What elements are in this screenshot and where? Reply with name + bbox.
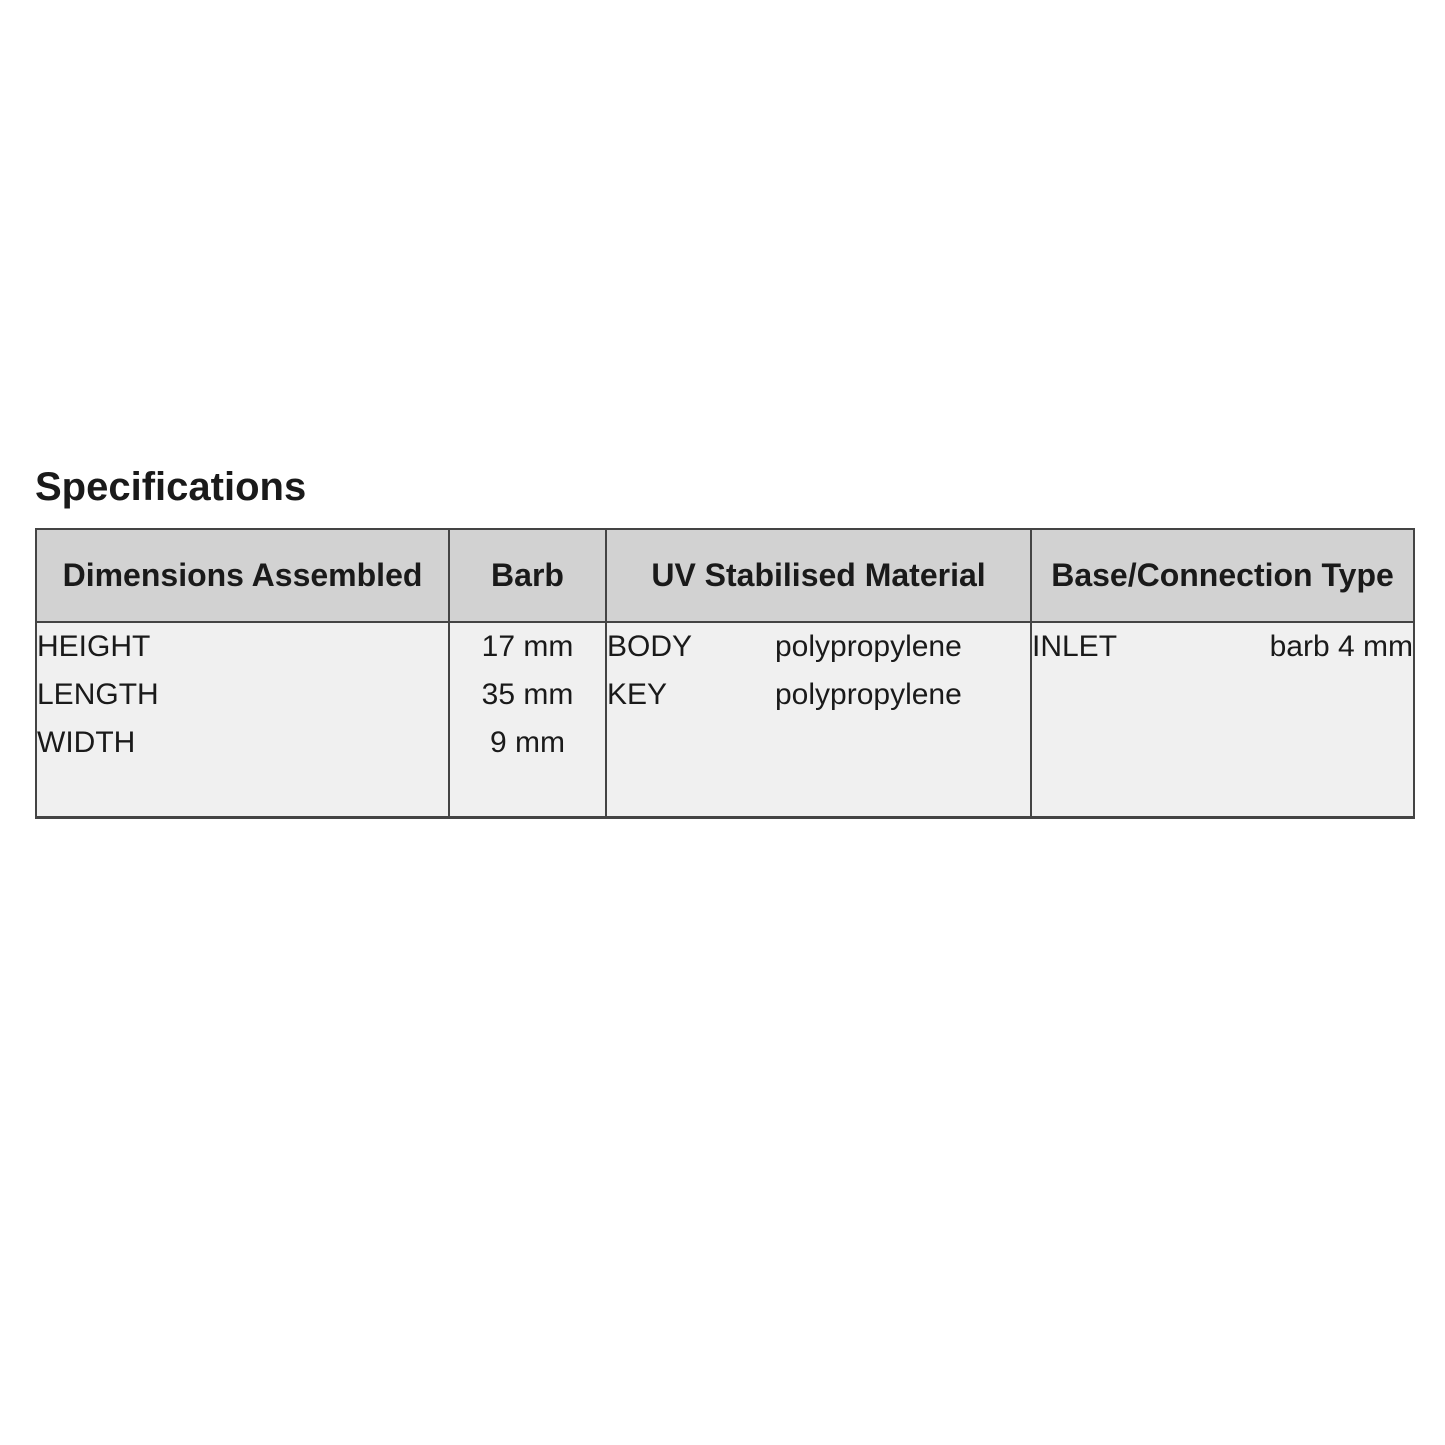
- dimension-label-height: HEIGHT: [37, 630, 151, 663]
- body-row: [36, 622, 1414, 817]
- header-row: [36, 529, 1414, 622]
- page-title: Specifications: [35, 465, 307, 509]
- connection-label-inlet: INLET: [1032, 630, 1118, 663]
- cell-dimension-labels: [36, 622, 449, 817]
- cell-connection-values: [1031, 622, 1414, 817]
- col-header-barb: Barb: [449, 529, 606, 622]
- material-row-body: [607, 623, 1030, 671]
- connection-row-inlet: [1032, 623, 1413, 671]
- material-label-key: KEY: [607, 678, 668, 711]
- material-label-body: BODY: [607, 630, 693, 663]
- col-header-base-connection-type: Base/Connection Type: [1031, 529, 1414, 622]
- material-value-body: polypropylene: [775, 630, 962, 663]
- dimension-label-width: WIDTH: [37, 726, 136, 759]
- barb-value-height: 17 mm: [481, 630, 574, 663]
- barb-value-length: 35 mm: [481, 678, 574, 711]
- material-row-key: [607, 671, 1030, 719]
- cell-material-values: [606, 622, 1031, 817]
- material-value-key: polypropylene: [775, 678, 962, 711]
- cell-barb-values: [449, 622, 606, 817]
- connection-value-inlet: barb 4 mm: [1269, 630, 1413, 663]
- barb-value-width: 9 mm: [490, 726, 565, 759]
- specifications-table: [35, 528, 1415, 819]
- col-header-dimensions-assembled: Dimensions Assembled: [36, 529, 449, 622]
- dimension-label-length: LENGTH: [37, 678, 159, 711]
- col-header-uv-stabilised-material: UV Stabilised Material: [606, 529, 1031, 622]
